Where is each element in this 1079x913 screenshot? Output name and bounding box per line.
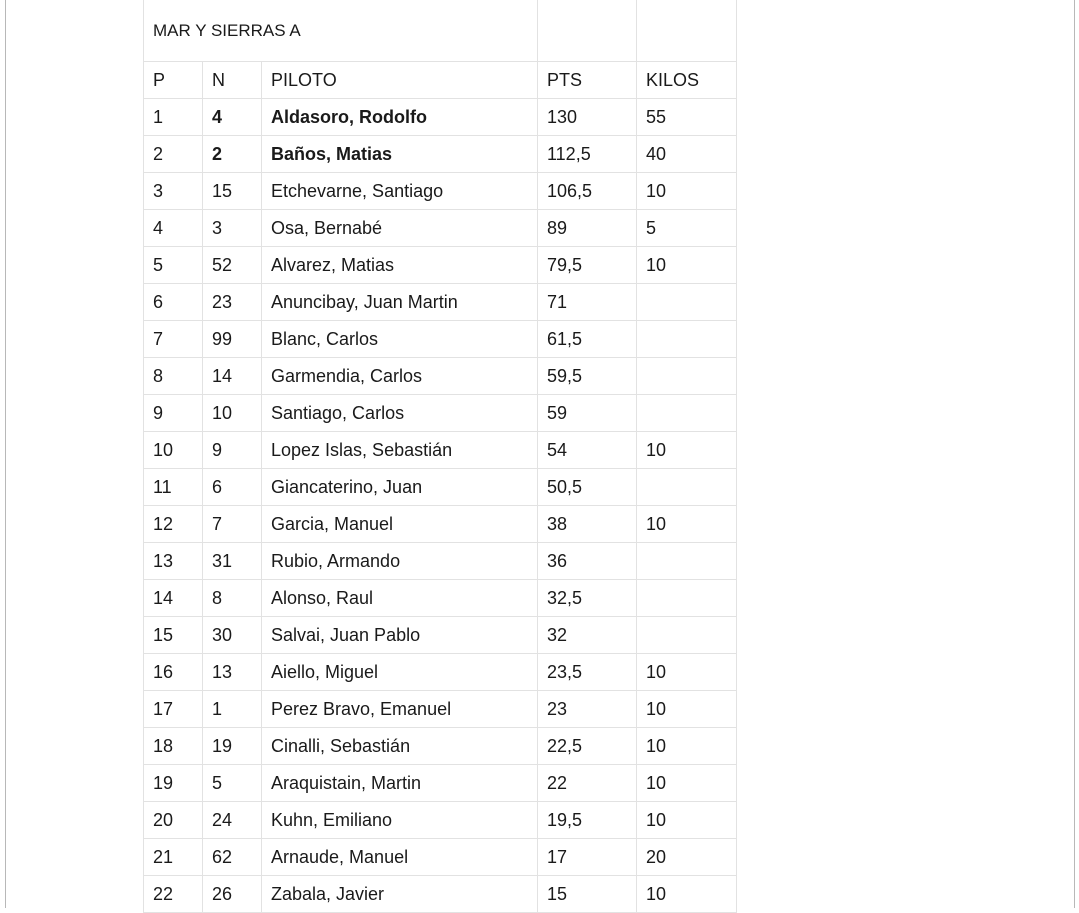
cell-n: 1 [203,691,262,728]
cell-n: 14 [203,358,262,395]
cell-piloto: Anuncibay, Juan Martin [262,284,538,321]
table-row [144,654,737,691]
cell-n: 3 [203,210,262,247]
cell-pts: 22 [538,765,637,802]
cell-n: 4 [203,99,262,136]
table-row [144,802,737,839]
cell-n: 30 [203,617,262,654]
cell-n: 10 [203,395,262,432]
cell-piloto: Perez Bravo, Emanuel [262,691,538,728]
table-row [144,432,737,469]
cell-kilos [637,321,737,358]
cell-piloto: Garmendia, Carlos [262,358,538,395]
cell-p: 14 [144,580,203,617]
table-row [144,395,737,432]
cell-n: 52 [203,247,262,284]
title-row [144,0,737,62]
standings-table-body [144,0,737,913]
cell-piloto: Alonso, Raul [262,580,538,617]
table-row [144,765,737,802]
cell-piloto: Aldasoro, Rodolfo [262,99,538,136]
cell-piloto: Baños, Matias [262,136,538,173]
cell-p: 18 [144,728,203,765]
cell-pts: 130 [538,99,637,136]
table-row [144,469,737,506]
cell-n: 31 [203,543,262,580]
cell-pts: 38 [538,506,637,543]
cell-piloto: Alvarez, Matias [262,247,538,284]
cell-n: 19 [203,728,262,765]
header-kilos: KILOS [637,62,737,99]
cell-pts: 112,5 [538,136,637,173]
cell-piloto: Aiello, Miguel [262,654,538,691]
cell-piloto: Santiago, Carlos [262,395,538,432]
header-row [144,62,737,99]
cell-kilos: 10 [637,173,737,210]
page-left-edge [5,0,6,908]
header-piloto: PILOTO [262,62,538,99]
cell-kilos: 10 [637,802,737,839]
cell-piloto: Osa, Bernabé [262,210,538,247]
page-right-edge [1074,0,1075,908]
cell-kilos: 10 [637,432,737,469]
table-row [144,543,737,580]
cell-p: 13 [144,543,203,580]
cell-p: 17 [144,691,203,728]
table-row [144,99,737,136]
table-row [144,210,737,247]
title-empty-cell [637,0,737,62]
table-row [144,506,737,543]
cell-p: 7 [144,321,203,358]
cell-n: 7 [203,506,262,543]
cell-pts: 106,5 [538,173,637,210]
cell-pts: 71 [538,284,637,321]
cell-piloto: Blanc, Carlos [262,321,538,358]
table-row [144,173,737,210]
table-row [144,358,737,395]
cell-p: 3 [144,173,203,210]
cell-n: 26 [203,876,262,913]
cell-kilos: 10 [637,654,737,691]
header-p: P [144,62,203,99]
table-row [144,321,737,358]
cell-p: 1 [144,99,203,136]
cell-pts: 79,5 [538,247,637,284]
cell-pts: 59 [538,395,637,432]
cell-pts: 17 [538,839,637,876]
cell-kilos: 10 [637,691,737,728]
table-row [144,876,737,913]
cell-n: 6 [203,469,262,506]
cell-piloto: Araquistain, Martin [262,765,538,802]
cell-n: 2 [203,136,262,173]
cell-piloto: Zabala, Javier [262,876,538,913]
cell-p: 22 [144,876,203,913]
cell-p: 12 [144,506,203,543]
cell-pts: 36 [538,543,637,580]
cell-kilos [637,543,737,580]
cell-kilos: 10 [637,765,737,802]
cell-kilos [637,395,737,432]
cell-pts: 32 [538,617,637,654]
cell-piloto: Etchevarne, Santiago [262,173,538,210]
cell-piloto: Rubio, Armando [262,543,538,580]
cell-n: 24 [203,802,262,839]
cell-pts: 15 [538,876,637,913]
cell-n: 15 [203,173,262,210]
cell-piloto: Arnaude, Manuel [262,839,538,876]
cell-kilos [637,358,737,395]
cell-pts: 89 [538,210,637,247]
table-row [144,691,737,728]
cell-n: 8 [203,580,262,617]
cell-kilos [637,284,737,321]
cell-kilos [637,469,737,506]
cell-p: 20 [144,802,203,839]
cell-n: 9 [203,432,262,469]
cell-kilos: 55 [637,99,737,136]
cell-pts: 54 [538,432,637,469]
cell-piloto: Salvai, Juan Pablo [262,617,538,654]
cell-pts: 22,5 [538,728,637,765]
cell-n: 13 [203,654,262,691]
cell-n: 23 [203,284,262,321]
cell-kilos: 10 [637,728,737,765]
table-title-cell [144,0,538,62]
cell-pts: 32,5 [538,580,637,617]
cell-pts: 50,5 [538,469,637,506]
cell-kilos: 10 [637,506,737,543]
cell-kilos: 5 [637,210,737,247]
cell-p: 4 [144,210,203,247]
cell-p: 16 [144,654,203,691]
cell-pts: 19,5 [538,802,637,839]
cell-pts: 23 [538,691,637,728]
cell-p: 9 [144,395,203,432]
table-row [144,617,737,654]
table-title: MAR Y SIERRAS A [153,21,301,40]
cell-kilos: 10 [637,876,737,913]
standings-table [143,0,737,913]
table-row [144,284,737,321]
table-row [144,580,737,617]
cell-pts: 59,5 [538,358,637,395]
cell-p: 21 [144,839,203,876]
cell-kilos: 40 [637,136,737,173]
cell-p: 8 [144,358,203,395]
cell-p: 19 [144,765,203,802]
cell-piloto: Lopez Islas, Sebastián [262,432,538,469]
cell-pts: 61,5 [538,321,637,358]
cell-kilos [637,617,737,654]
cell-n: 62 [203,839,262,876]
cell-pts: 23,5 [538,654,637,691]
cell-piloto: Giancaterino, Juan [262,469,538,506]
cell-kilos: 10 [637,247,737,284]
table-row [144,839,737,876]
cell-p: 10 [144,432,203,469]
cell-piloto: Cinalli, Sebastián [262,728,538,765]
cell-p: 11 [144,469,203,506]
cell-p: 15 [144,617,203,654]
title-empty-cell [538,0,637,62]
table-row [144,728,737,765]
cell-p: 2 [144,136,203,173]
cell-kilos: 20 [637,839,737,876]
cell-p: 6 [144,284,203,321]
header-n: N [203,62,262,99]
table-row [144,136,737,173]
cell-piloto: Kuhn, Emiliano [262,802,538,839]
cell-n: 99 [203,321,262,358]
cell-kilos [637,580,737,617]
header-pts: PTS [538,62,637,99]
cell-piloto: Garcia, Manuel [262,506,538,543]
cell-n: 5 [203,765,262,802]
table-row [144,247,737,284]
cell-p: 5 [144,247,203,284]
